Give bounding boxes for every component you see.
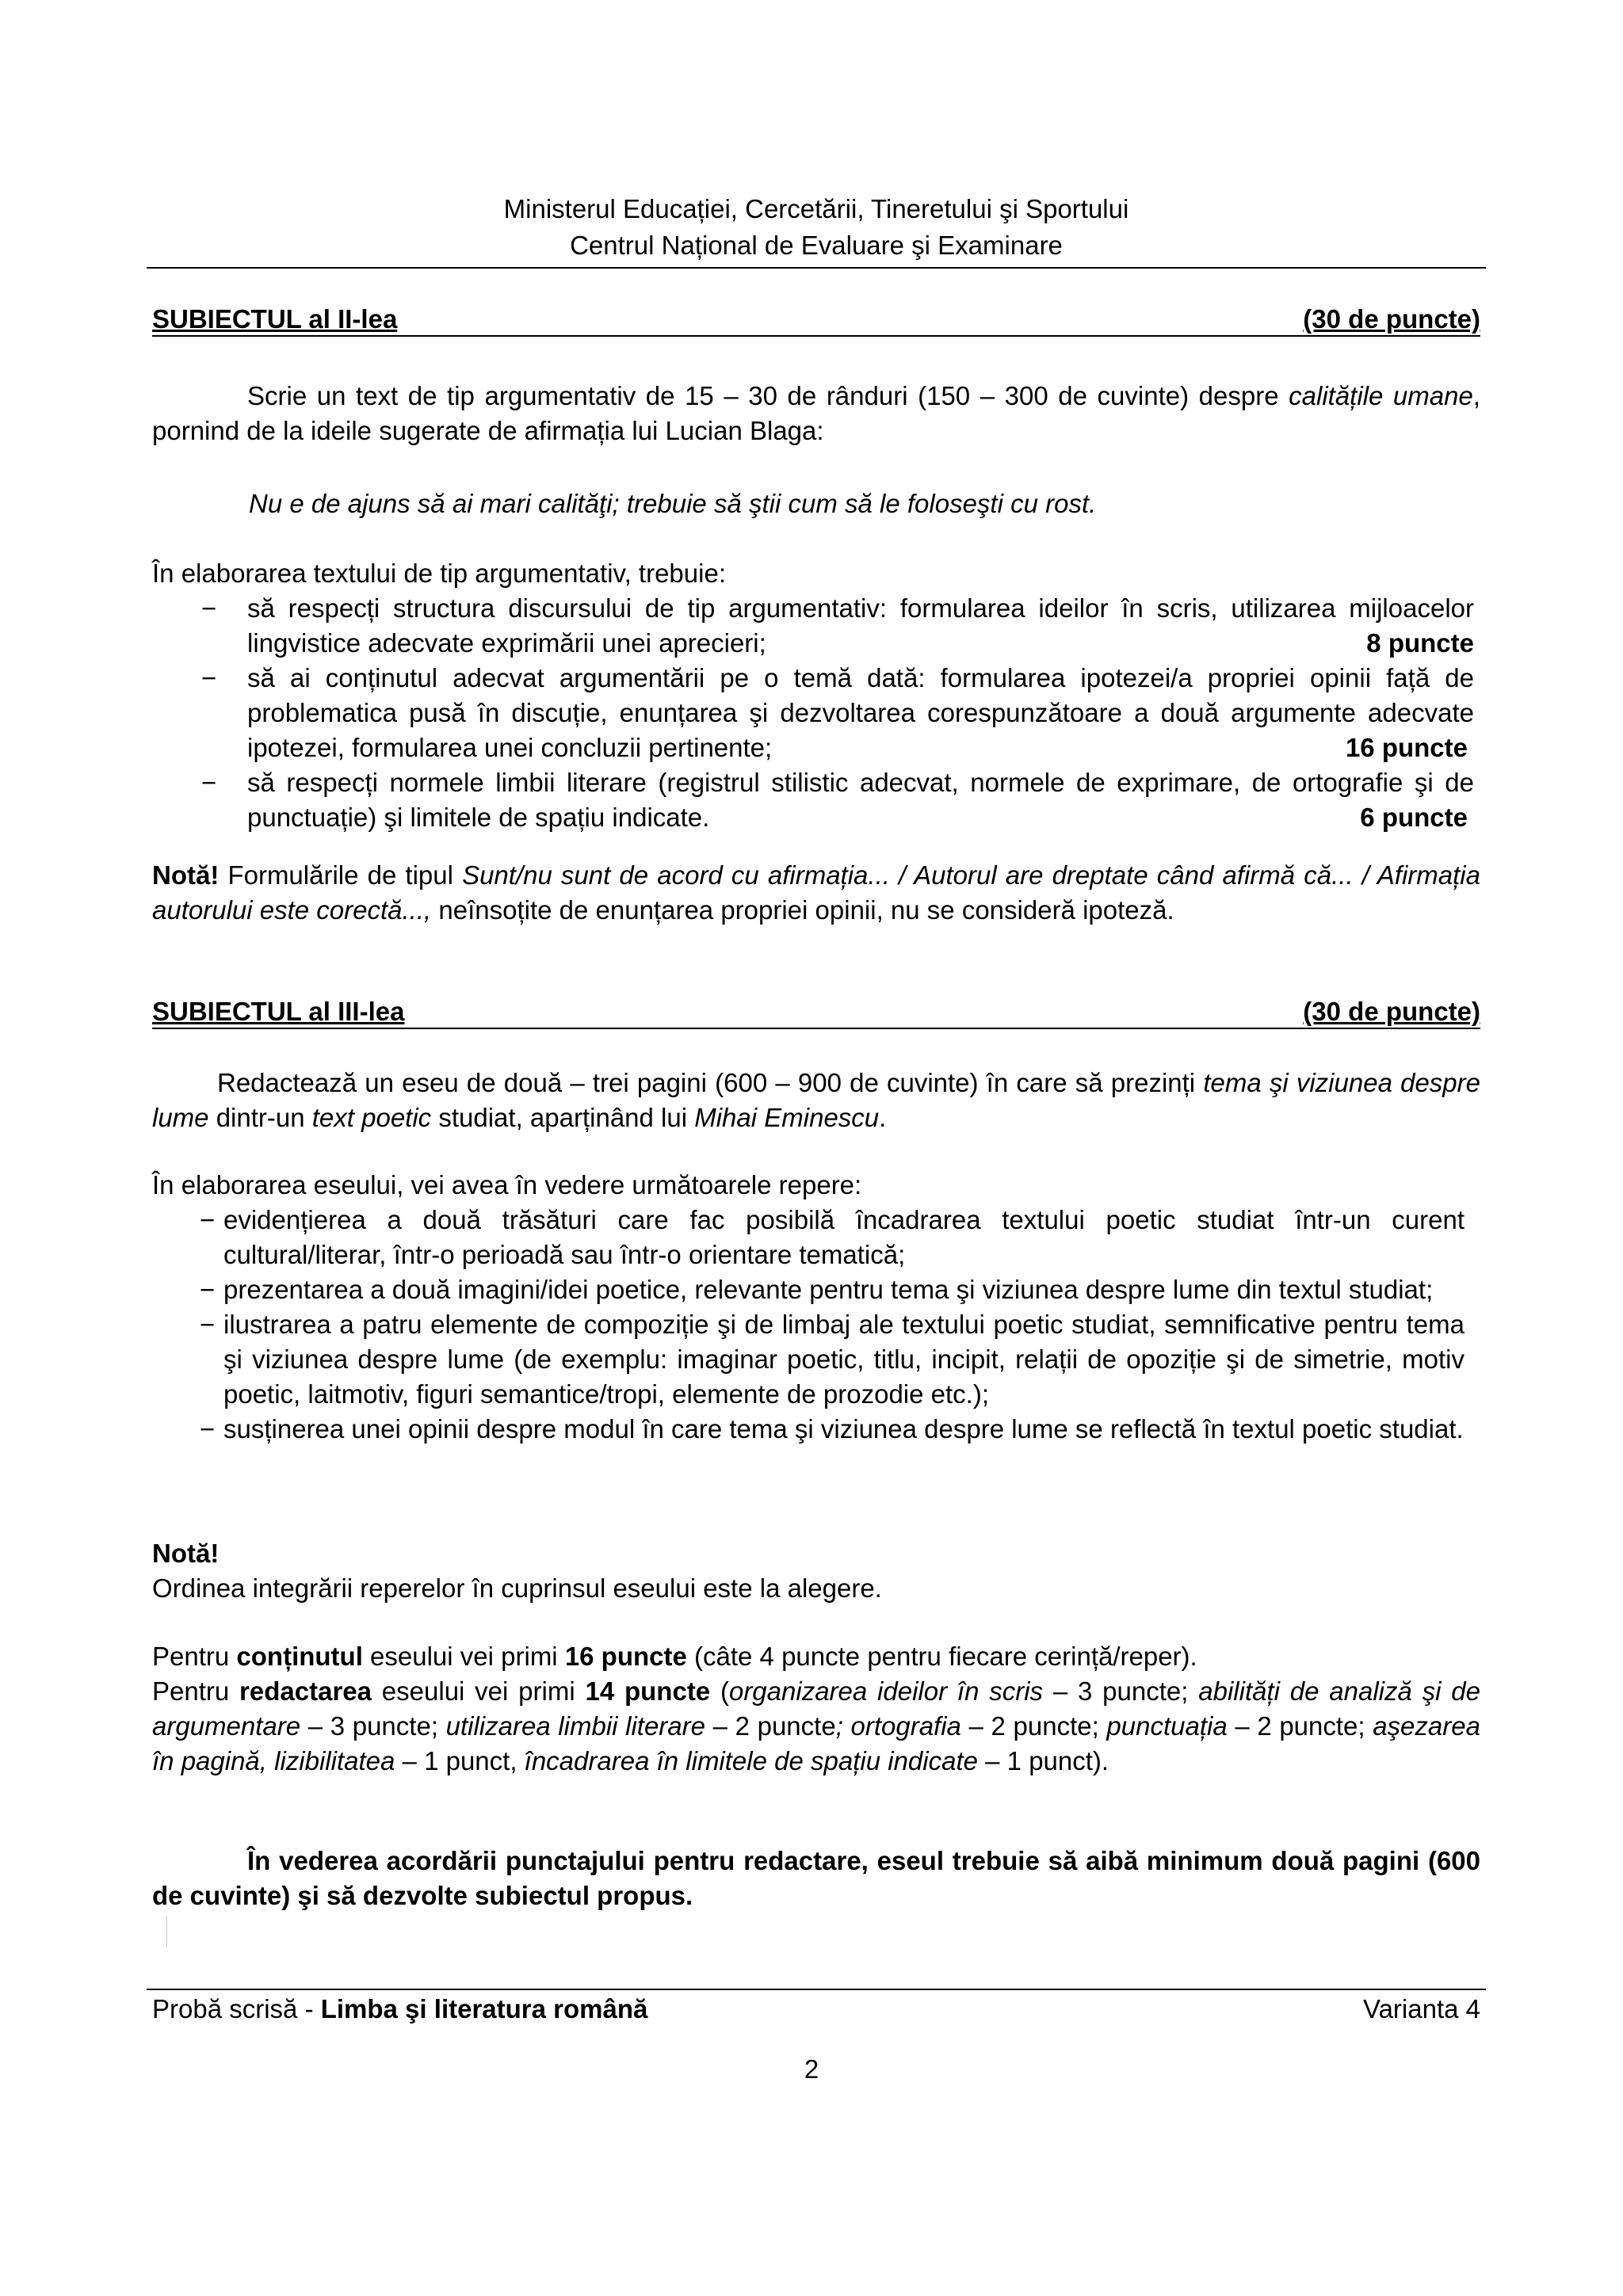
scoring-text: – 2 puncte xyxy=(705,1711,836,1741)
subject3-intro-text: . xyxy=(879,1103,887,1132)
subject3-intro-text: dintr-un xyxy=(208,1103,312,1132)
header-rule xyxy=(147,267,1486,269)
requirement-1-text: să respecți structura discursului de tip argumentativ: formularea ideilor în scris, utilizarea mijloacelor lingvistice adecvate exprimării unei aprecieri; xyxy=(247,593,1474,658)
scoring-italic: punctuația xyxy=(1106,1711,1228,1741)
dash-marker: − xyxy=(201,663,217,692)
reper-4-text: susținerea unei opinii despre modul în care tema şi viziunea despre lume se reflectă în textul poetic studiat. xyxy=(223,1414,1464,1444)
scoring-italic: abilități de analiză şi de argumentare xyxy=(152,1676,1481,1741)
subject3-intro-text: studiat, aparținând lui xyxy=(431,1103,695,1132)
requirement-3-text: să respecți normele limbii literare (registrul stilistic adecvat, normele de exprimare, de ortografie şi de punctuație) şi limitele de spațiu indicate. xyxy=(247,768,1474,832)
requirement-2-points: 16 puncte xyxy=(1345,733,1468,762)
subject3-repere xyxy=(152,1203,1480,1447)
scoring-bold: redactarea xyxy=(239,1676,372,1706)
subject3-author: Mihai Eminescu xyxy=(694,1103,880,1132)
scoring-text: – 3 puncte; xyxy=(1043,1676,1199,1706)
footer-left xyxy=(152,1992,647,2027)
dash-marker: − xyxy=(201,768,217,797)
scoring-text: ( xyxy=(710,1676,729,1706)
requirement-text xyxy=(247,765,1474,835)
scoring-italic: încadrarea în limitele de spațiu indicate xyxy=(524,1746,978,1775)
subject2-requirements-intro: În elaborarea textului de tip argumentativ, trebuie: xyxy=(152,559,726,588)
subject2-underline xyxy=(152,335,1480,337)
requirement-3-points: 6 puncte xyxy=(1360,803,1468,832)
scoring-italic: organizarea ideilor în scris xyxy=(728,1676,1044,1706)
scoring-text: eseului vei primi xyxy=(372,1676,586,1706)
subject3-heading xyxy=(152,994,1480,1029)
scoring-italic: utilizarea limbii literare xyxy=(445,1711,705,1741)
reper-item xyxy=(152,1272,1480,1307)
header-ministry: Ministerul Educației, Cercetării, Tineretului şi Sportului xyxy=(503,194,1129,223)
note-text: Formulările de tipul xyxy=(219,860,463,890)
requirement-item xyxy=(152,591,1480,661)
subject3-note-label: Notă! xyxy=(152,1539,220,1568)
subject3-title: SUBIECTUL al III-lea xyxy=(152,997,405,1026)
subject3-note-text: Ordinea integrării reperelor în cuprinsul eseului este la alegere. xyxy=(152,1573,882,1603)
subject2-title: SUBIECTUL al II-lea xyxy=(152,304,398,334)
scoring-text: eseului vei primi xyxy=(362,1642,565,1671)
footer-rule xyxy=(147,1989,1486,1990)
cursor-mark xyxy=(166,1916,167,1947)
reper-item xyxy=(152,1203,1480,1272)
scoring-text: Pentru xyxy=(152,1642,237,1671)
subject2-heading xyxy=(152,302,1480,337)
reper-2-text: prezentarea a două imagini/idei poetice, relevante pentru tema şi viziunea despre lume din textul studiat; xyxy=(223,1275,1434,1304)
scoring-text: – 2 puncte; xyxy=(960,1711,1107,1741)
dash-marker: − xyxy=(200,1310,216,1339)
subject2-requirements xyxy=(152,591,1480,835)
subject2-note xyxy=(152,858,1480,928)
subject2-topic: calitățile umane xyxy=(1289,381,1473,410)
subject3-redaction-scoring xyxy=(152,1674,1480,1779)
requirement-2-text: să ai conținutul adecvat argumentării pe o temă dată: formularea ipotezei/a propriei opinii față de problematica pusă în discuție, enunțarea şi dezvoltarea corespunzătoare a două argumente adecvate ipotezei, formularea unei concluzii pertinente; xyxy=(247,663,1474,762)
subject3-points: (30 de puncte) xyxy=(1303,997,1480,1026)
note-label: Notă! xyxy=(152,860,220,890)
scoring-text: (câte 4 puncte pentru fiecare cerință/reper). xyxy=(686,1642,1197,1671)
requirement-item xyxy=(152,765,1480,835)
note-text-end: neînsoțite de enunțarea propriei opinii, nu se consideră ipoteză. xyxy=(431,895,1174,925)
subject3-intro-text: Redactează un eseu de două – trei pagini (600 – 900 de cuvinte) în care să prezinți xyxy=(217,1068,1204,1097)
subject3-content-scoring xyxy=(152,1639,1480,1674)
subject3-theme: tema şi viziunea despre lume xyxy=(152,1068,1480,1132)
scoring-text: – 1 punct). xyxy=(977,1746,1109,1775)
scoring-bold: conținutul xyxy=(236,1642,363,1671)
footer-exam-type: Probă scrisă - xyxy=(152,1994,321,2023)
subject3-repere-intro: În elaborarea eseului, vei avea în vedere următoarele repere: xyxy=(152,1170,862,1199)
subject3-final-requirement: În vederea acordării punctajului pentru redactare, eseul trebuie să aibă minimum două pagini (600 de cuvinte) şi să dezvolte subiectul propus. xyxy=(152,1846,1480,1910)
subject2-points: (30 de puncte) xyxy=(1303,304,1480,334)
subject3-text-type: text poetic xyxy=(311,1103,432,1132)
subject3-underline xyxy=(152,1028,1480,1029)
dash-marker: − xyxy=(201,593,217,623)
footer-subject: Limba şi literatura română xyxy=(320,1994,648,2023)
scoring-text: – 1 punct, xyxy=(395,1746,525,1775)
reper-item xyxy=(152,1307,1480,1412)
subject2-intro-text: Scrie un text de tip argumentativ de 15 – 30 de rânduri (150 – 300 de cuvinte) despre xyxy=(247,381,1289,410)
footer xyxy=(152,1992,1480,2027)
requirement-1-points: 8 puncte xyxy=(1366,628,1474,658)
reper-1-text: evidențierea a două trăsături care fac posibilă încadrarea textului poetic studiat într-un curent cultural/literar, într-o perioadă sau într-o orientare tematică; xyxy=(223,1205,1465,1269)
scoring-text: Pentru xyxy=(152,1676,240,1706)
scoring-italic: aşezarea în pagină, lizibilitatea xyxy=(152,1711,1480,1775)
note-italic: Sunt/nu sunt de acord cu afirmația... / Autorul are dreptate când afirmă că... / Afirmația autorului este corectă..., xyxy=(152,860,1480,925)
subject3-intro xyxy=(152,1066,1480,1135)
dash-marker: − xyxy=(200,1275,216,1304)
scoring-points: 16 puncte xyxy=(564,1642,687,1671)
dash-marker: − xyxy=(200,1414,216,1444)
reper-3-text: ilustrarea a patru elemente de compoziție şi de limbaj ale textului poetic studiat, semnificative pentru tema şi viziunea despre lume (de exemplu: imaginar poetic, titlu, incipit, relații de opoziție şi de simetrie, motiv poetic, laitmotiv, figuri semantice/tropi, elemente de prozodie etc.); xyxy=(223,1310,1465,1409)
scoring-text: – 2 puncte; xyxy=(1227,1711,1373,1741)
subject2-intro-text-end: , pornind de la ideile sugerate de afirmația lui Lucian Blaga: xyxy=(152,381,1481,445)
requirement-text xyxy=(247,591,1474,661)
footer-variant: Varianta 4 xyxy=(1363,1994,1480,2023)
scoring-text: – 3 puncte; xyxy=(300,1711,446,1741)
scoring-points: 14 puncte xyxy=(585,1676,711,1706)
page-number: 2 xyxy=(804,2054,819,2084)
requirement-item xyxy=(152,661,1480,765)
requirement-text xyxy=(247,661,1474,765)
scoring-italic: ; ortografia xyxy=(835,1711,961,1741)
header-center: Centrul Național de Evaluare şi Examinare xyxy=(570,231,1063,260)
dash-marker: − xyxy=(200,1205,216,1234)
subject2-quote: Nu e de ajuns să ai mari calităţi; trebuie să ştii cum să le foloseşti cu rost. xyxy=(249,489,1097,518)
reper-item xyxy=(152,1412,1480,1447)
subject2-intro xyxy=(152,379,1480,448)
